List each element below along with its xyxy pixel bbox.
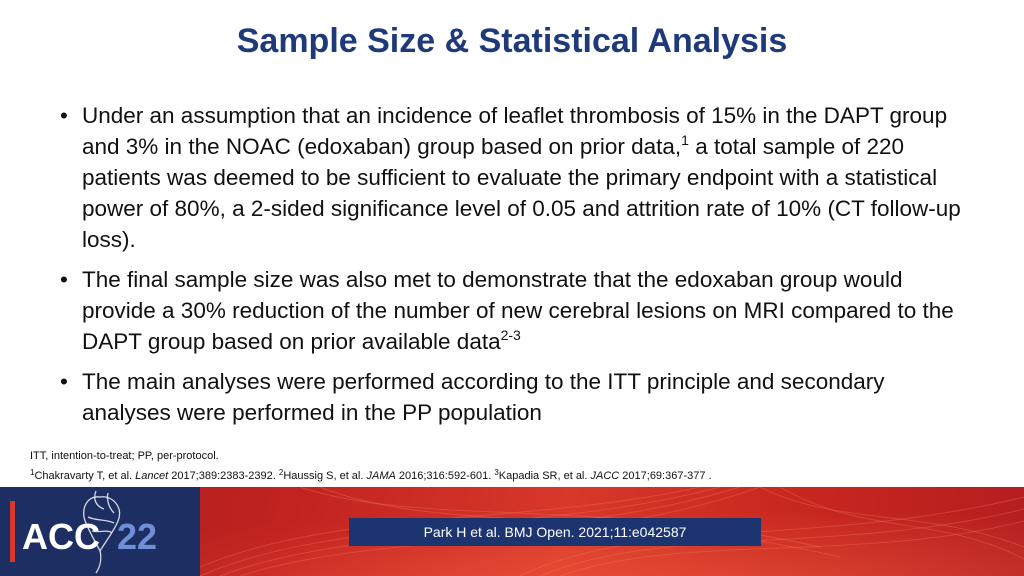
bullet-item [58,100,978,255]
logo-text-acc: ACC [22,516,100,557]
ref-journal: Lancet [135,470,169,482]
ref-authors: Haussig S, et al. [283,470,367,482]
ref-authors: Chakravarty T, et al. [34,470,136,482]
heart-outline-icon [0,487,200,576]
footer-banner [0,487,1024,576]
ref-journal: JACC [590,470,620,482]
ref-number: 3 [494,468,499,477]
bullet-text: The final sample size was also met to demonstrate that the edoxaban group would provide a 30% reduction of the number of new cerebral lesions on MRI compared to the DAPT group based on prior available data [82,267,954,354]
bullet-item [58,264,978,357]
ref-number: 1 [30,468,35,477]
citation-box: Park H et al. BMJ Open. 2021;11:e042587 [349,518,761,546]
ref-details: 2017;69:367-377 . [619,470,712,482]
footnote-abbreviations: ITT, intention-to-treat; PP, per-protocol. [30,450,219,462]
footnote-references [30,470,712,482]
acc22-logo [0,487,200,576]
bullet-list [58,100,978,437]
ref-number: 2 [278,468,284,477]
bullet-text-cont: a total sample of 220 patients was deemed to be sufficient to evaluate the primary endpoint with a statistical power of 80%, a 2-sided significance level of 0.05 and attrition rate of 10% (CT follow-up loss). [82,134,961,252]
citation-superscript: 2-3 [500,327,521,343]
bullet-text: The main analyses were performed according to the ITT principle and secondary analyses were performed in the PP population [82,369,885,425]
logo-text-22: 22 [117,516,158,557]
ref-details: 2016;316:592-601. [395,470,495,482]
citation-superscript: 1 [681,132,689,148]
ref-journal: JAMA [366,470,396,482]
bullet-text: Under an assumption that an incidence of leaflet thrombosis of 15% in the DAPT group and 3% in the NOAC (edoxaban) group based on prior data, [82,103,948,159]
slide-title: Sample Size & Statistical Analysis [236,22,788,60]
ref-details: 2017;389:2383-2392. [168,470,279,482]
bullet-item [58,366,978,428]
ref-authors: Kapadia SR, et al. [498,470,591,482]
